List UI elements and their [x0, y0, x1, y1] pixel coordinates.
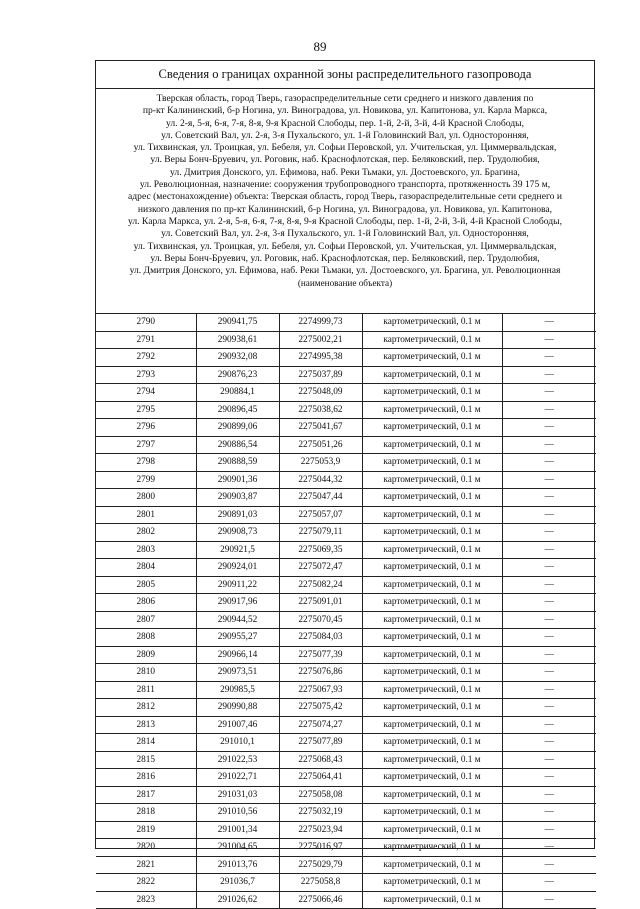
point-number-cell: 2816 — [96, 769, 196, 787]
x-coordinate-cell: 291004,65 — [196, 839, 279, 857]
method-accuracy-cell: картометрический, 0.1 м — [362, 646, 502, 664]
table-row — [96, 821, 596, 839]
y-coordinate-cell: 2275077,39 — [279, 646, 362, 664]
y-coordinate-cell: 2275029,79 — [279, 856, 362, 874]
x-coordinate-cell: 290884,1 — [196, 384, 279, 402]
method-accuracy-cell: картометрический, 0.1 м — [362, 821, 502, 839]
y-coordinate-cell: 2275041,67 — [279, 419, 362, 437]
table-row — [96, 891, 596, 909]
table-row — [96, 681, 596, 699]
description-cell: — — [502, 594, 596, 612]
x-coordinate-cell: 290876,23 — [196, 366, 279, 384]
y-coordinate-cell: 2275077,89 — [279, 734, 362, 752]
method-accuracy-cell: картометрический, 0.1 м — [362, 786, 502, 804]
description-line: ул. Советский Вал, ул. 2-я, 3-я Пухальского, ул. 1-й Головинский Вал, ул. Односторонняя, — [161, 228, 529, 240]
description-cell: — — [502, 349, 596, 367]
description-cell: — — [502, 576, 596, 594]
x-coordinate-cell: 290901,36 — [196, 471, 279, 489]
x-coordinate-cell: 291010,1 — [196, 734, 279, 752]
table-row — [96, 559, 596, 577]
description-line: ул. Советский Вал, ул. 2-я, 3-я Пухальского, ул. 1-й Головинский Вал, ул. Односторонняя, — [161, 129, 529, 141]
description-cell: — — [502, 839, 596, 857]
point-number-cell: 2812 — [96, 699, 196, 717]
point-number-cell: 2811 — [96, 681, 196, 699]
description-cell: — — [502, 331, 596, 349]
description-cell: — — [502, 681, 596, 699]
table-row — [96, 331, 596, 349]
description-line: ул. Карла Маркса, ул. 2-я, 5-я, 6-я, 7-я, 8-я, 9-я Красной Слободы, пер. 1-й, 2-й, 3-й, 4-й Красной Слободы, — [127, 215, 563, 227]
point-number-cell: 2793 — [96, 366, 196, 384]
point-number-cell: 2808 — [96, 629, 196, 647]
description-cell: — — [502, 384, 596, 402]
method-accuracy-cell: картометрический, 0.1 м — [362, 471, 502, 489]
point-number-cell: 2809 — [96, 646, 196, 664]
x-coordinate-cell: 290921,5 — [196, 541, 279, 559]
point-number-cell: 2810 — [96, 664, 196, 682]
table-row — [96, 839, 596, 857]
method-accuracy-cell: картометрический, 0.1 м — [362, 681, 502, 699]
x-coordinate-cell: 290944,52 — [196, 611, 279, 629]
y-coordinate-cell: 2275047,44 — [279, 489, 362, 507]
method-accuracy-cell: картометрический, 0.1 м — [362, 419, 502, 437]
y-coordinate-cell: 2275091,01 — [279, 594, 362, 612]
description-cell: — — [502, 891, 596, 909]
object-description — [96, 89, 594, 313]
description-cell: — — [502, 734, 596, 752]
point-number-cell: 2794 — [96, 384, 196, 402]
method-accuracy-cell: картометрический, 0.1 м — [362, 664, 502, 682]
description-cell: — — [502, 559, 596, 577]
description-cell: — — [502, 436, 596, 454]
method-accuracy-cell: картометрический, 0.1 м — [362, 891, 502, 909]
point-number-cell: 2815 — [96, 751, 196, 769]
point-number-cell: 2806 — [96, 594, 196, 612]
y-coordinate-cell: 2275058,08 — [279, 786, 362, 804]
description-cell: — — [502, 524, 596, 542]
description-cell: — — [502, 314, 596, 332]
method-accuracy-cell: картометрический, 0.1 м — [362, 436, 502, 454]
point-number-cell: 2819 — [96, 821, 196, 839]
y-coordinate-cell: 2275037,89 — [279, 366, 362, 384]
y-coordinate-cell: 2275023,94 — [279, 821, 362, 839]
method-accuracy-cell: картометрический, 0.1 м — [362, 751, 502, 769]
table-row — [96, 384, 596, 402]
y-coordinate-cell: 2275069,35 — [279, 541, 362, 559]
point-number-cell: 2800 — [96, 489, 196, 507]
y-coordinate-cell: 2275079,11 — [279, 524, 362, 542]
method-accuracy-cell: картометрический, 0.1 м — [362, 314, 502, 332]
x-coordinate-cell: 291022,71 — [196, 769, 279, 787]
table-row — [96, 576, 596, 594]
x-coordinate-cell: 290899,06 — [196, 419, 279, 437]
x-coordinate-cell: 291036,7 — [196, 874, 279, 892]
y-coordinate-cell: 2275016,97 — [279, 839, 362, 857]
point-number-cell: 2796 — [96, 419, 196, 437]
description-line: ул. Веры Бонч-Бруевич, ул. Роговик, наб. Краснофлотская, пер. Беляковский, пер. Трудолюбия, — [150, 252, 540, 264]
description-cell: — — [502, 541, 596, 559]
x-coordinate-cell: 291007,46 — [196, 716, 279, 734]
x-coordinate-cell: 290932,08 — [196, 349, 279, 367]
point-number-cell: 2792 — [96, 349, 196, 367]
table-row — [96, 471, 596, 489]
method-accuracy-cell: картометрический, 0.1 м — [362, 699, 502, 717]
point-number-cell: 2803 — [96, 541, 196, 559]
x-coordinate-cell: 291022,53 — [196, 751, 279, 769]
table-row — [96, 489, 596, 507]
y-coordinate-cell: 2275068,43 — [279, 751, 362, 769]
table-row — [96, 769, 596, 787]
y-coordinate-cell: 2275032,19 — [279, 804, 362, 822]
coordinates-table — [96, 313, 596, 909]
method-accuracy-cell: картометрический, 0.1 м — [362, 524, 502, 542]
method-accuracy-cell: картометрический, 0.1 м — [362, 804, 502, 822]
method-accuracy-cell: картометрический, 0.1 м — [362, 839, 502, 857]
description-cell: — — [502, 489, 596, 507]
point-number-cell: 2814 — [96, 734, 196, 752]
method-accuracy-cell: картометрический, 0.1 м — [362, 716, 502, 734]
form-title: Сведения о границах охранной зоны распределительного газопровода — [96, 61, 594, 89]
description-line: ул. Революционная, назначение: сооружения трубопроводного транспорта, протяженность 39 175 м, — [139, 179, 551, 191]
method-accuracy-cell: картометрический, 0.1 м — [362, 541, 502, 559]
y-coordinate-cell: 2275002,21 — [279, 331, 362, 349]
point-number-cell: 2821 — [96, 856, 196, 874]
method-accuracy-cell: картометрический, 0.1 м — [362, 856, 502, 874]
x-coordinate-cell: 290973,51 — [196, 664, 279, 682]
x-coordinate-cell: 290990,88 — [196, 699, 279, 717]
description-line: Тверская область, город Тверь, газораспределительные сети среднего и низкого давления по — [156, 93, 534, 104]
table-row — [96, 804, 596, 822]
x-coordinate-cell: 291001,34 — [196, 821, 279, 839]
method-accuracy-cell: картометрический, 0.1 м — [362, 629, 502, 647]
point-number-cell: 2804 — [96, 559, 196, 577]
table-row — [96, 664, 596, 682]
method-accuracy-cell: картометрический, 0.1 м — [362, 331, 502, 349]
x-coordinate-cell: 290908,73 — [196, 524, 279, 542]
method-accuracy-cell: картометрический, 0.1 м — [362, 594, 502, 612]
description-cell: — — [502, 856, 596, 874]
description-line: ул. Веры Бонч-Бруевич, ул. Роговик, наб. Краснофлотская, пер. Беляковский, пер. Трудолюбия, — [150, 154, 540, 166]
object-name-label: (наименование объекта) — [297, 278, 393, 289]
table-row — [96, 366, 596, 384]
x-coordinate-cell: 290896,45 — [196, 401, 279, 419]
description-cell: — — [502, 874, 596, 892]
y-coordinate-cell: 2275067,93 — [279, 681, 362, 699]
x-coordinate-cell: 290888,59 — [196, 454, 279, 472]
method-accuracy-cell: картометрический, 0.1 м — [362, 349, 502, 367]
table-row — [96, 786, 596, 804]
table-row — [96, 419, 596, 437]
table-row — [96, 436, 596, 454]
y-coordinate-cell: 2275075,42 — [279, 699, 362, 717]
table-row — [96, 524, 596, 542]
y-coordinate-cell: 2275048,09 — [279, 384, 362, 402]
table-row — [96, 594, 596, 612]
page-number: 89 — [313, 39, 327, 54]
x-coordinate-cell: 291010,56 — [196, 804, 279, 822]
description-cell: — — [502, 646, 596, 664]
description-line: ул. 2-я, 5-я, 6-я, 7-я, 8-я, 9-я Красной Слободы, пер. 1-й, 2-й, 3-й, 4-й Красной Слободы, — [165, 117, 525, 129]
method-accuracy-cell: картометрический, 0.1 м — [362, 401, 502, 419]
method-accuracy-cell: картометрический, 0.1 м — [362, 874, 502, 892]
coordinates-form — [95, 60, 595, 905]
description-cell: — — [502, 471, 596, 489]
point-number-cell: 2813 — [96, 716, 196, 734]
description-cell: — — [502, 506, 596, 524]
point-number-cell: 2805 — [96, 576, 196, 594]
table-row — [96, 646, 596, 664]
description-cell: — — [502, 664, 596, 682]
y-coordinate-cell: 2275053,9 — [279, 454, 362, 472]
description-cell: — — [502, 629, 596, 647]
x-coordinate-cell: 290924,01 — [196, 559, 279, 577]
y-coordinate-cell: 2275074,27 — [279, 716, 362, 734]
method-accuracy-cell: картометрический, 0.1 м — [362, 384, 502, 402]
y-coordinate-cell: 2275082,24 — [279, 576, 362, 594]
description-cell: — — [502, 699, 596, 717]
point-number-cell: 2791 — [96, 331, 196, 349]
description-line: низкого давления по пр-кт Калининский, б-р Ногина, ул. Виноградова, ул. Новикова, ул. Капитонова, — [137, 203, 553, 215]
point-number-cell: 2795 — [96, 401, 196, 419]
method-accuracy-cell: картометрический, 0.1 м — [362, 559, 502, 577]
y-coordinate-cell: 2275066,46 — [279, 891, 362, 909]
point-number-cell: 2790 — [96, 314, 196, 332]
description-cell: — — [502, 769, 596, 787]
table-row — [96, 856, 596, 874]
table-row — [96, 629, 596, 647]
description-line: ул. Тихвинская, ул. Троицкая, ул. Бебеля, ул. Софьи Перовской, ул. Учительская, ул. Циммервальдская, — [133, 240, 557, 252]
table-row — [96, 716, 596, 734]
point-number-cell: 2799 — [96, 471, 196, 489]
description-line: ул. Дмитрия Донского, ул. Ефимова, наб. Реки Тьмаки, ул. Достоевского, ул. Брагина, — [170, 166, 520, 178]
point-number-cell: 2798 — [96, 454, 196, 472]
y-coordinate-cell: 2275057,07 — [279, 506, 362, 524]
description-line: ул. Тихвинская, ул. Троицкая, ул. Бебеля, ул. Софьи Перовской, ул. Учительская, ул. Циммервальдская, — [133, 142, 557, 154]
y-coordinate-cell: 2275051,26 — [279, 436, 362, 454]
description-cell: — — [502, 366, 596, 384]
method-accuracy-cell: картометрический, 0.1 м — [362, 734, 502, 752]
x-coordinate-cell: 290966,14 — [196, 646, 279, 664]
description-line: пр-кт Калининский, б-р Ногина, ул. Виноградова, ул. Новикова, ул. Капитонова, ул. Карла Маркса, — [142, 105, 548, 117]
table-row — [96, 734, 596, 752]
description-line: адрес (местонахождение) объекта: Тверская область, город Тверь, газораспределительные сети среднего и — [128, 191, 562, 203]
method-accuracy-cell: картометрический, 0.1 м — [362, 611, 502, 629]
y-coordinate-cell: 2275044,32 — [279, 471, 362, 489]
object-description-text — [102, 93, 588, 277]
x-coordinate-cell: 290886,54 — [196, 436, 279, 454]
y-coordinate-cell: 2274995,38 — [279, 349, 362, 367]
table-row — [96, 874, 596, 892]
y-coordinate-cell: 2275072,47 — [279, 559, 362, 577]
table-row — [96, 401, 596, 419]
description-cell: — — [502, 821, 596, 839]
description-cell: — — [502, 786, 596, 804]
table-row — [96, 699, 596, 717]
x-coordinate-cell: 290941,75 — [196, 314, 279, 332]
table-row — [96, 541, 596, 559]
x-coordinate-cell: 290985,5 — [196, 681, 279, 699]
point-number-cell: 2817 — [96, 786, 196, 804]
description-cell: — — [502, 454, 596, 472]
y-coordinate-cell: 2275038,62 — [279, 401, 362, 419]
x-coordinate-cell: 290917,96 — [196, 594, 279, 612]
table-row — [96, 611, 596, 629]
description-cell: — — [502, 804, 596, 822]
point-number-cell: 2818 — [96, 804, 196, 822]
x-coordinate-cell: 290938,61 — [196, 331, 279, 349]
table-row — [96, 349, 596, 367]
table-row — [96, 751, 596, 769]
x-coordinate-cell: 290955,27 — [196, 629, 279, 647]
description-cell: — — [502, 751, 596, 769]
x-coordinate-cell: 290911,22 — [196, 576, 279, 594]
point-number-cell: 2801 — [96, 506, 196, 524]
point-number-cell: 2823 — [96, 891, 196, 909]
point-number-cell: 2797 — [96, 436, 196, 454]
method-accuracy-cell: картометрический, 0.1 м — [362, 576, 502, 594]
method-accuracy-cell: картометрический, 0.1 м — [362, 506, 502, 524]
description-cell: — — [502, 401, 596, 419]
point-number-cell: 2822 — [96, 874, 196, 892]
y-coordinate-cell: 2275064,41 — [279, 769, 362, 787]
table-row — [96, 314, 596, 332]
point-number-cell: 2802 — [96, 524, 196, 542]
y-coordinate-cell: 2275076,86 — [279, 664, 362, 682]
x-coordinate-cell: 291031,03 — [196, 786, 279, 804]
description-cell: — — [502, 716, 596, 734]
x-coordinate-cell: 290903,87 — [196, 489, 279, 507]
table-row — [96, 506, 596, 524]
method-accuracy-cell: картометрический, 0.1 м — [362, 769, 502, 787]
y-coordinate-cell: 2275070,45 — [279, 611, 362, 629]
y-coordinate-cell: 2275058,8 — [279, 874, 362, 892]
description-cell: — — [502, 611, 596, 629]
x-coordinate-cell: 291026,62 — [196, 891, 279, 909]
point-number-cell: 2807 — [96, 611, 196, 629]
x-coordinate-cell: 291013,76 — [196, 856, 279, 874]
method-accuracy-cell: картометрический, 0.1 м — [362, 366, 502, 384]
y-coordinate-cell: 2274999,73 — [279, 314, 362, 332]
description-line: ул. Дмитрия Донского, ул. Ефимова, наб. Реки Тьмаки, ул. Достоевского, ул. Брагина, ул. Революционная — [129, 265, 561, 277]
description-cell: — — [502, 419, 596, 437]
y-coordinate-cell: 2275084,03 — [279, 629, 362, 647]
method-accuracy-cell: картометрический, 0.1 м — [362, 489, 502, 507]
method-accuracy-cell: картометрический, 0.1 м — [362, 454, 502, 472]
x-coordinate-cell: 290891,03 — [196, 506, 279, 524]
table-row — [96, 454, 596, 472]
point-number-cell: 2820 — [96, 839, 196, 857]
